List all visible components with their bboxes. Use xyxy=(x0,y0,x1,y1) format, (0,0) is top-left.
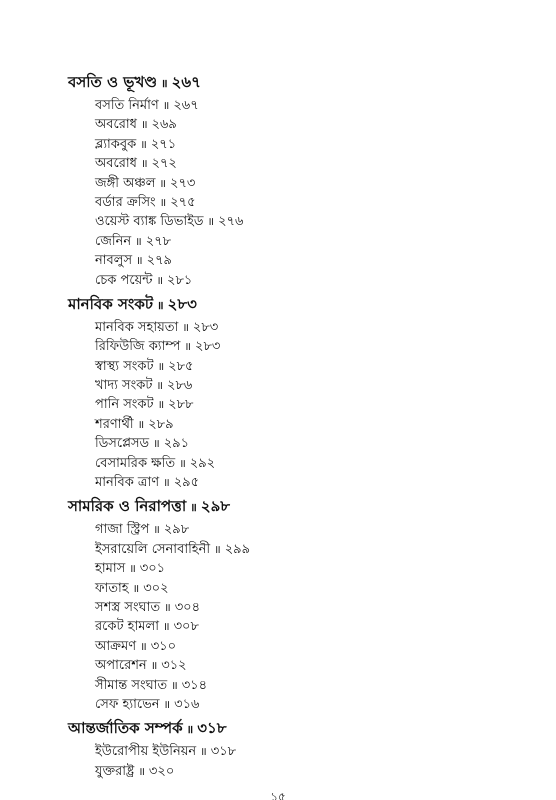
toc-entry xyxy=(95,357,556,376)
entry-title: বর্ডার ক্রসিং xyxy=(95,194,156,210)
entry-title: নাবলুস xyxy=(95,253,133,269)
toc-entry xyxy=(95,598,556,617)
entry-page-number: ২৮১ xyxy=(167,272,193,288)
separator-mark: ॥ xyxy=(132,581,140,595)
entry-page-number: ২৮৫ xyxy=(168,358,194,374)
section-heading xyxy=(68,290,556,318)
toc-entry xyxy=(95,193,556,212)
separator-mark: ॥ xyxy=(129,562,136,576)
entry-page-number: ৩১০ xyxy=(150,638,177,654)
toc-entry xyxy=(95,656,556,675)
entry-page-number: ২৮৬ xyxy=(167,378,193,394)
entry-page-number: ২৯২ xyxy=(189,455,216,471)
toc-entry xyxy=(95,762,556,781)
entry-title: ওয়েস্ট ব্যাঙ্ক ডিভাইড xyxy=(95,214,204,230)
entry-title: ইউরোপীয় ইউনিয়ন xyxy=(95,744,197,760)
section-heading xyxy=(68,714,556,742)
entry-title: শরণার্থী xyxy=(95,416,134,432)
entry-title: জঙ্গী অঞ্চল xyxy=(95,175,156,191)
entry-page-number: ২৭২ xyxy=(151,156,177,172)
toc-entry xyxy=(95,695,556,714)
separator-mark: ॥ xyxy=(182,320,189,334)
toc-entry xyxy=(95,251,556,270)
entry-title: চেক পয়েন্ট xyxy=(95,272,153,288)
separator-mark: ॥ xyxy=(135,234,142,248)
entry-title: স্বাস্থ্য সংকট xyxy=(95,358,154,374)
entry-page-number: ৩১৮ xyxy=(210,744,237,760)
entry-title: সশস্ত্র সংঘাত xyxy=(95,599,161,615)
toc-entry xyxy=(95,318,556,337)
section-page-number: ২৬৭ xyxy=(171,73,201,91)
separator-mark: ॥ xyxy=(163,697,171,711)
entry-title: সেফ হ্যাভেন xyxy=(95,696,160,712)
toc-entry xyxy=(95,395,556,414)
entry-title: অবরোধ xyxy=(95,156,137,172)
entry-page-number: ২৯৯ xyxy=(224,541,251,557)
toc-entry xyxy=(95,559,556,578)
section-page-number: ২৮৩ xyxy=(167,294,197,313)
separator-mark: ॥ xyxy=(161,77,168,90)
entry-title: ফাতাহ xyxy=(95,580,129,596)
entry-page-number: ২৯৮ xyxy=(163,522,190,538)
toc-entry xyxy=(95,135,556,154)
separator-mark: ॥ xyxy=(140,118,148,132)
toc-entry xyxy=(95,154,556,173)
separator-mark: ॥ xyxy=(136,254,143,268)
toc-entry xyxy=(95,454,556,473)
toc-entry xyxy=(95,617,556,636)
toc-entry xyxy=(95,473,556,492)
separator-mark: ॥ xyxy=(179,456,186,470)
separator-mark: ॥ xyxy=(156,273,164,287)
entry-title: আক্রমণ xyxy=(95,638,137,654)
separator-mark: ॥ xyxy=(200,745,207,759)
section-page-number: ২৯৮ xyxy=(200,497,231,516)
toc-entry xyxy=(95,212,556,231)
entry-page-number: ২৮৩ xyxy=(195,339,221,355)
entry-title: জেনিন xyxy=(95,233,132,249)
separator-mark: ॥ xyxy=(171,678,178,692)
entry-page-number: ২৮৮ xyxy=(168,397,194,413)
section-title: সামরিক ও নিরাপত্তা xyxy=(68,497,187,516)
entry-page-number: ২৬৯ xyxy=(151,117,177,133)
toc-entry xyxy=(95,271,556,290)
entry-page-number: ২৮৩ xyxy=(192,319,219,335)
section-title: মানবিক সংকট xyxy=(68,294,154,313)
entry-title: রকেট হামলা xyxy=(95,619,159,635)
toc-entry xyxy=(95,337,556,356)
toc-entry xyxy=(95,96,556,115)
entry-title: অবরোধ xyxy=(95,117,137,133)
section-heading xyxy=(68,492,556,520)
entry-title: ইসরায়েলি সেনাবাহিনী xyxy=(95,541,211,557)
entry-page-number: ২৬৭ xyxy=(173,98,199,113)
toc-entry xyxy=(95,637,556,656)
separator-mark: ॥ xyxy=(214,542,221,556)
entry-page-number: ২৭১ xyxy=(150,136,177,152)
entry-page-number: ২৯১ xyxy=(163,436,190,452)
entry-page-number: ৩০১ xyxy=(139,561,166,577)
toc-entry xyxy=(95,676,556,695)
entry-page-number: ২৭৮ xyxy=(145,233,172,249)
entry-title: গাজা স্ট্রিপ xyxy=(95,522,150,538)
toc-entry xyxy=(95,376,556,395)
entry-page-number: ৩০৮ xyxy=(173,619,199,635)
toc-entry xyxy=(95,174,556,193)
separator-mark: ॥ xyxy=(140,639,147,653)
entry-page-number: ৩০২ xyxy=(143,580,169,596)
entry-page-number: ২৭৩ xyxy=(170,175,196,191)
entry-title: অপারেশন xyxy=(95,658,147,674)
toc-entry xyxy=(95,115,556,134)
separator-mark: ॥ xyxy=(162,620,170,634)
entry-title: যুক্তরাষ্ট্র xyxy=(95,763,135,779)
toc-entry xyxy=(95,232,556,251)
separator-mark: ॥ xyxy=(190,501,197,515)
entry-page-number: ২৯৫ xyxy=(173,475,200,491)
entry-title: ব্ল্যাকবুক xyxy=(95,136,137,152)
toc-entry xyxy=(95,742,556,761)
entry-page-number: ৩১২ xyxy=(161,658,187,674)
separator-mark: ॥ xyxy=(140,157,148,171)
separator-mark: ॥ xyxy=(153,437,160,451)
separator-mark: ॥ xyxy=(150,659,158,673)
entry-title: মানবিক ত্রাণ xyxy=(95,475,160,491)
separator-mark: ॥ xyxy=(156,379,163,393)
entry-title: বেসামরিক ক্ষতি xyxy=(95,455,176,471)
section-title: বসতি ও ভূখণ্ড xyxy=(68,73,158,91)
entry-title: হামাস xyxy=(95,561,126,577)
separator-mark: ॥ xyxy=(157,398,165,412)
entry-title: পানি সংকট xyxy=(95,397,154,413)
separator-mark: ॥ xyxy=(159,195,167,209)
entry-title: মানবিক সহায়তা xyxy=(95,319,179,335)
toc-entry xyxy=(95,540,556,559)
separator-mark: ॥ xyxy=(157,298,164,312)
separator-mark: ॥ xyxy=(153,523,160,537)
entry-page-number: ৩১৬ xyxy=(174,696,200,712)
section-title: আন্তর্জাতিক সম্পর্ক xyxy=(68,719,183,738)
separator-mark: ॥ xyxy=(207,215,215,229)
entry-title: ডিসপ্লেসড xyxy=(95,436,150,452)
toc-entry xyxy=(95,520,556,539)
separator-mark: ॥ xyxy=(184,340,191,354)
entry-page-number: ২৭৯ xyxy=(146,253,172,269)
page-number: ১৫ xyxy=(270,790,286,800)
separator-mark: ॥ xyxy=(186,723,194,737)
separator-mark: ॥ xyxy=(163,476,170,490)
entry-page-number: ৩২০ xyxy=(148,763,175,779)
section-page-number: ৩১৮ xyxy=(197,719,227,738)
entry-page-number: ২৭৬ xyxy=(218,214,244,230)
entry-title: রিফিউজি ক্যাম্প xyxy=(95,339,181,355)
separator-mark: ॥ xyxy=(164,600,171,614)
separator-mark: ॥ xyxy=(137,417,145,431)
entry-title: সীমান্ত সংঘাত xyxy=(95,677,168,693)
separator-mark: ॥ xyxy=(157,359,165,373)
table-of-contents xyxy=(0,68,556,781)
entry-page-number: ২৮৯ xyxy=(148,416,174,432)
entry-page-number: ৩০৪ xyxy=(174,599,201,615)
entry-page-number: ৩১৪ xyxy=(181,677,208,693)
separator-mark: ॥ xyxy=(140,137,147,151)
separator-mark: ॥ xyxy=(138,764,145,778)
separator-mark: ॥ xyxy=(159,176,167,190)
toc-entry xyxy=(95,415,556,434)
entry-page-number: ২৭৫ xyxy=(170,194,196,210)
toc-entry xyxy=(95,579,556,598)
entry-title: খাদ্য সংকট xyxy=(95,378,153,394)
separator-mark: ॥ xyxy=(162,99,170,112)
toc-entry xyxy=(95,434,556,453)
section-heading xyxy=(68,68,556,96)
entry-title: বসতি নির্মাণ xyxy=(95,98,159,113)
